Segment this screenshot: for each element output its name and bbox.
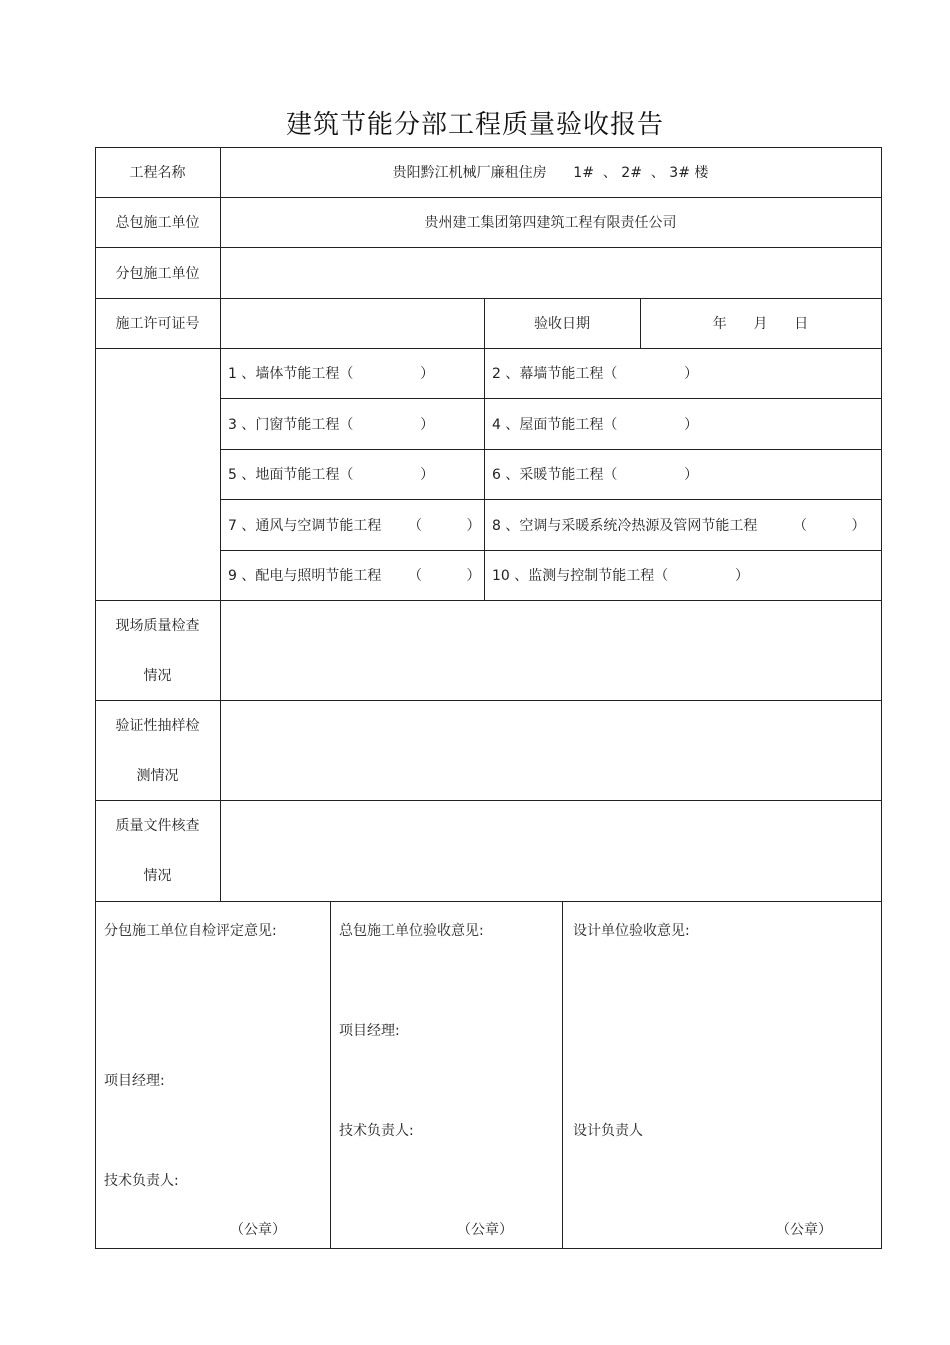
onsite-inspection-label <box>95 602 220 700</box>
permit-value[interactable] <box>220 298 484 348</box>
onsite-inspection-value[interactable] <box>220 600 881 700</box>
sampling-test-value[interactable] <box>220 700 881 800</box>
signoff-divider <box>330 901 331 1248</box>
design-unit-lead: 设计负责人 <box>573 1123 643 1139</box>
subcontractor-project-manager: 项目经理: <box>104 1073 165 1089</box>
subcontractor-value[interactable] <box>220 247 881 298</box>
acceptance-date-label: 验收日期 <box>534 316 590 332</box>
subitem-lighting[interactable]: 9 、配电与照明节能工程 （ ） <box>228 568 481 584</box>
sampling-test-label-line1: 验证性抽样检 <box>115 718 200 734</box>
subitem-floor[interactable]: 5 、地面节能工程（ ） <box>228 467 435 483</box>
subcontractor-opinion-heading: 分包施工单位自检评定意见: <box>104 923 277 939</box>
subitem-monitoring[interactable]: 10 、监测与控制节能工程（ ） <box>492 568 750 584</box>
document-review-label-line1: 质量文件核查 <box>115 818 200 834</box>
page-title: 建筑节能分部工程质量验收报告 <box>285 110 664 140</box>
table-border-bottom <box>95 1248 882 1249</box>
subcontractor-label: 分包施工单位 <box>115 265 200 282</box>
signoff-divider <box>562 901 563 1248</box>
subitem-curtain-wall[interactable]: 2 、幕墙节能工程（ ） <box>492 366 699 382</box>
onsite-inspection-label-line2: 情况 <box>143 668 172 684</box>
general-contractor-project-manager: 项目经理: <box>339 1023 400 1039</box>
subcontractor-technical-lead: 技术负责人: <box>104 1173 179 1189</box>
general-contractor-label: 总包施工单位 <box>115 215 200 231</box>
general-contractor-value[interactable]: 贵州建工集团第四建筑工程有限责任公司 <box>424 215 677 231</box>
project-name-value[interactable]: 贵阳黔江机械厂廉租住房 1# 、 2# 、 3# 楼 <box>392 165 709 181</box>
subitem-doors-windows[interactable]: 3 、门窗节能工程（ ） <box>228 416 435 433</box>
sampling-test-label <box>95 702 220 800</box>
design-unit-opinion-heading: 设计单位验收意见: <box>573 923 690 939</box>
table-border-right <box>881 147 882 1248</box>
general-contractor-opinion-heading: 总包施工单位验收意见: <box>339 923 484 939</box>
document-review-label <box>95 802 220 900</box>
onsite-inspection-label-line1: 现场质量检查 <box>115 618 200 634</box>
general-contractor-technical-lead: 技术负责人: <box>339 1123 414 1139</box>
row-divider <box>95 901 882 902</box>
document-review-value[interactable] <box>220 800 881 901</box>
project-name-label: 工程名称 <box>129 165 186 181</box>
permit-label: 施工许可证号 <box>115 316 200 332</box>
acceptance-date-value[interactable]: 年 月 日 <box>712 316 809 332</box>
general-contractor-seal: （公章） <box>457 1222 513 1238</box>
subitem-ventilation[interactable]: 7 、通风与空调节能工程 （ ） <box>228 517 481 534</box>
subitem-wall[interactable]: 1 、墙体节能工程（ ） <box>228 366 435 382</box>
document-review-label-line2: 情况 <box>143 868 172 884</box>
design-unit-seal: （公章） <box>776 1222 832 1238</box>
sampling-test-label-line2: 测情况 <box>136 768 179 784</box>
subitem-heating[interactable]: 6 、采暖节能工程（ ） <box>492 467 699 483</box>
subcontractor-seal: （公章） <box>230 1222 286 1238</box>
subitem-hvac-source[interactable]: 8 、空调与采暖系统冷热源及管网节能工程 （ ） <box>492 517 866 534</box>
subitem-roof[interactable]: 4 、屋面节能工程（ ） <box>492 416 699 433</box>
